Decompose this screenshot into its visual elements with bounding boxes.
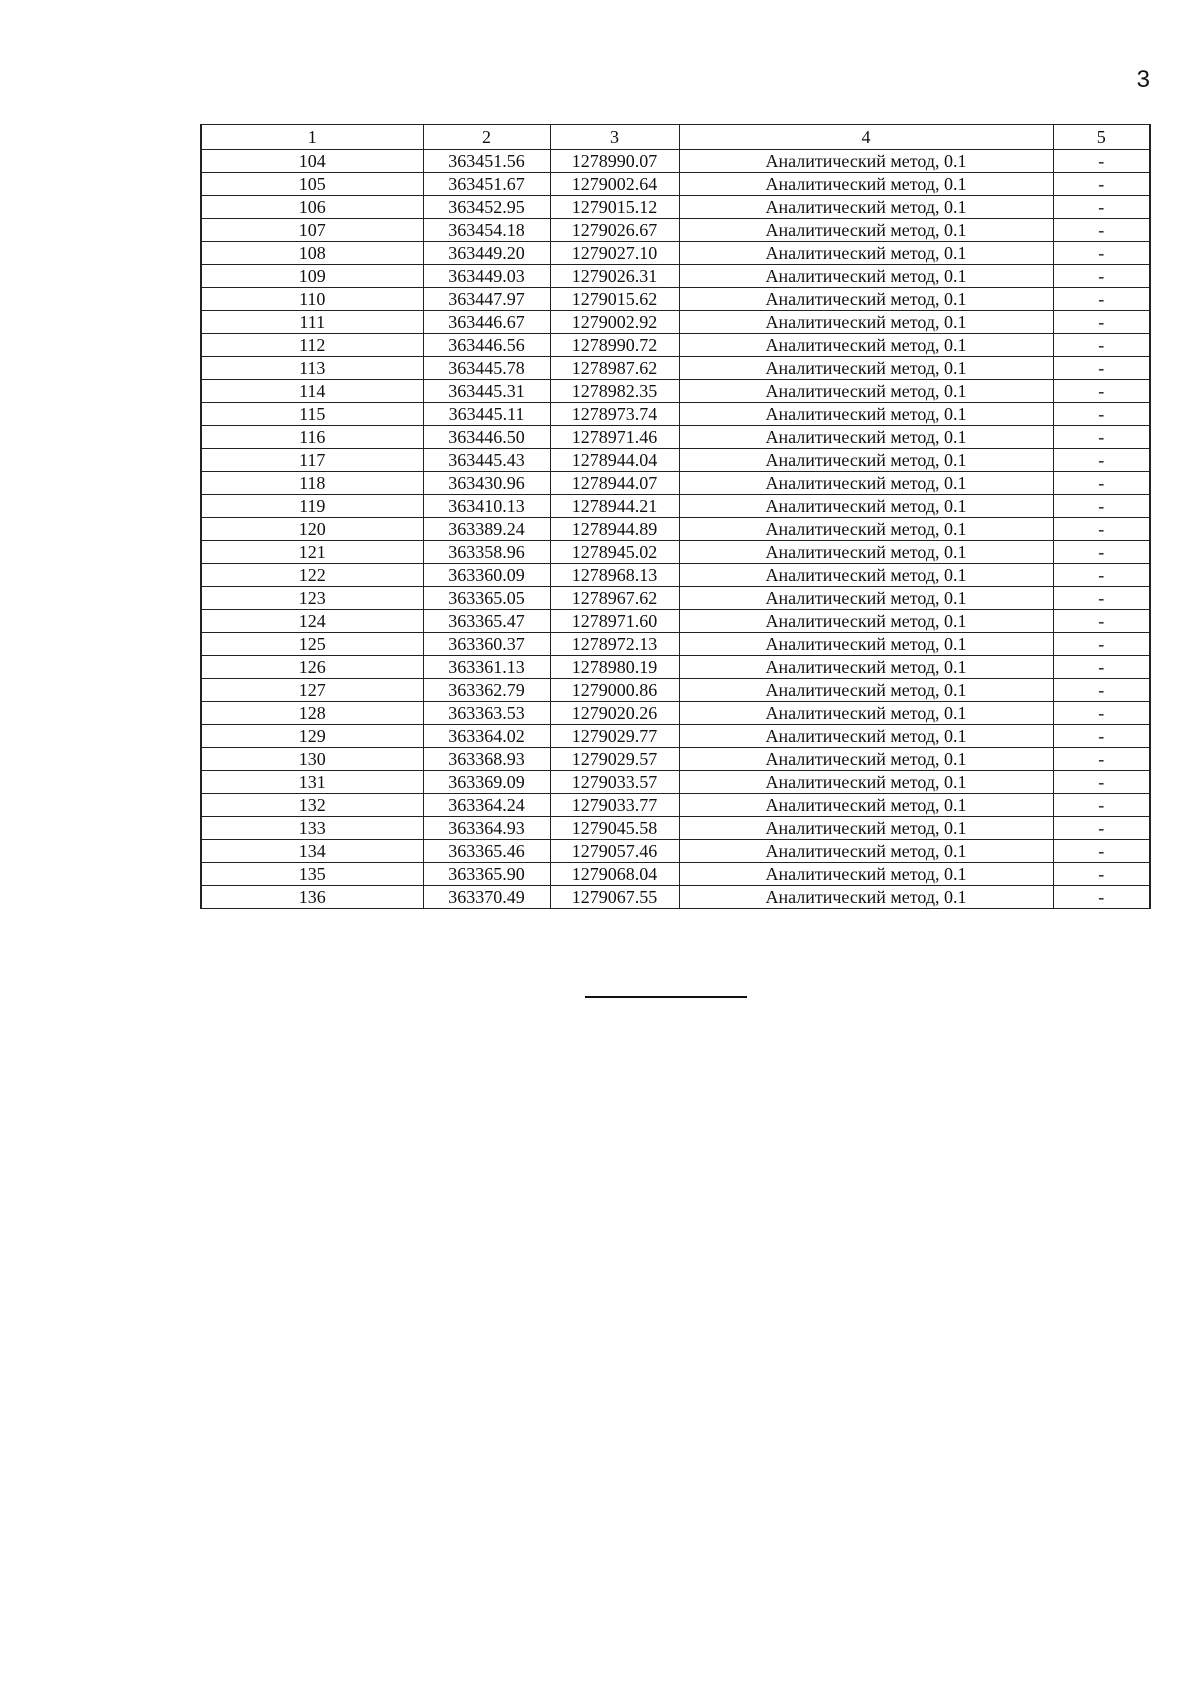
y-coordinate-cell: 1279015.62	[550, 288, 679, 311]
y-coordinate-cell: 1279026.67	[550, 219, 679, 242]
method-accuracy-cell: Аналитический метод, 0.1	[679, 886, 1053, 909]
note-cell: -	[1053, 748, 1150, 771]
coordinates-table	[200, 124, 1151, 909]
x-coordinate-cell: 363365.46	[423, 840, 550, 863]
point-number-cell: 122	[201, 564, 423, 587]
method-accuracy-cell: Аналитический метод, 0.1	[679, 403, 1053, 426]
y-coordinate-cell: 1278944.04	[550, 449, 679, 472]
table-row	[201, 150, 1150, 173]
point-number-cell: 113	[201, 357, 423, 380]
y-coordinate-cell: 1279029.57	[550, 748, 679, 771]
y-coordinate-cell: 1278973.74	[550, 403, 679, 426]
y-coordinate-cell: 1278990.72	[550, 334, 679, 357]
point-number-cell: 109	[201, 265, 423, 288]
point-number-cell: 114	[201, 380, 423, 403]
note-cell: -	[1053, 794, 1150, 817]
x-coordinate-cell: 363445.78	[423, 357, 550, 380]
method-accuracy-cell: Аналитический метод, 0.1	[679, 817, 1053, 840]
point-number-cell: 129	[201, 725, 423, 748]
x-coordinate-cell: 363365.05	[423, 587, 550, 610]
y-coordinate-cell: 1279057.46	[550, 840, 679, 863]
point-number-cell: 110	[201, 288, 423, 311]
point-number-cell: 119	[201, 495, 423, 518]
table-row	[201, 702, 1150, 725]
point-number-cell: 131	[201, 771, 423, 794]
point-number-cell: 107	[201, 219, 423, 242]
method-accuracy-cell: Аналитический метод, 0.1	[679, 311, 1053, 334]
table-row	[201, 518, 1150, 541]
point-number-cell: 128	[201, 702, 423, 725]
point-number-cell: 117	[201, 449, 423, 472]
point-number-cell: 116	[201, 426, 423, 449]
y-coordinate-cell: 1279015.12	[550, 196, 679, 219]
x-coordinate-cell: 363449.20	[423, 242, 550, 265]
x-coordinate-cell: 363430.96	[423, 472, 550, 495]
x-coordinate-cell: 363446.67	[423, 311, 550, 334]
method-accuracy-cell: Аналитический метод, 0.1	[679, 357, 1053, 380]
table-row	[201, 265, 1150, 288]
note-cell: -	[1053, 334, 1150, 357]
method-accuracy-cell: Аналитический метод, 0.1	[679, 587, 1053, 610]
x-coordinate-cell: 363454.18	[423, 219, 550, 242]
note-cell: -	[1053, 150, 1150, 173]
x-coordinate-cell: 363364.02	[423, 725, 550, 748]
note-cell: -	[1053, 656, 1150, 679]
y-coordinate-cell: 1279026.31	[550, 265, 679, 288]
x-coordinate-cell: 363446.56	[423, 334, 550, 357]
note-cell: -	[1053, 817, 1150, 840]
method-accuracy-cell: Аналитический метод, 0.1	[679, 863, 1053, 886]
x-coordinate-cell: 363445.11	[423, 403, 550, 426]
x-coordinate-cell: 363362.79	[423, 679, 550, 702]
x-coordinate-cell: 363389.24	[423, 518, 550, 541]
note-cell: -	[1053, 564, 1150, 587]
table-body	[201, 150, 1150, 909]
method-accuracy-cell: Аналитический метод, 0.1	[679, 610, 1053, 633]
table-row	[201, 633, 1150, 656]
y-coordinate-cell: 1279067.55	[550, 886, 679, 909]
table-row	[201, 242, 1150, 265]
table-row	[201, 886, 1150, 909]
table-row	[201, 495, 1150, 518]
point-number-cell: 112	[201, 334, 423, 357]
note-cell: -	[1053, 449, 1150, 472]
x-coordinate-cell: 363447.97	[423, 288, 550, 311]
table-row	[201, 863, 1150, 886]
method-accuracy-cell: Аналитический метод, 0.1	[679, 288, 1053, 311]
point-number-cell: 134	[201, 840, 423, 863]
y-coordinate-cell: 1278968.13	[550, 564, 679, 587]
note-cell: -	[1053, 380, 1150, 403]
table-row	[201, 610, 1150, 633]
table-row	[201, 334, 1150, 357]
y-coordinate-cell: 1278944.21	[550, 495, 679, 518]
y-coordinate-cell: 1278990.07	[550, 150, 679, 173]
point-number-cell: 127	[201, 679, 423, 702]
note-cell: -	[1053, 587, 1150, 610]
note-cell: -	[1053, 495, 1150, 518]
y-coordinate-cell: 1279027.10	[550, 242, 679, 265]
note-cell: -	[1053, 771, 1150, 794]
method-accuracy-cell: Аналитический метод, 0.1	[679, 173, 1053, 196]
method-accuracy-cell: Аналитический метод, 0.1	[679, 219, 1053, 242]
note-cell: -	[1053, 288, 1150, 311]
y-coordinate-cell: 1279029.77	[550, 725, 679, 748]
method-accuracy-cell: Аналитический метод, 0.1	[679, 794, 1053, 817]
x-coordinate-cell: 363452.95	[423, 196, 550, 219]
table-row	[201, 380, 1150, 403]
method-accuracy-cell: Аналитический метод, 0.1	[679, 495, 1053, 518]
method-accuracy-cell: Аналитический метод, 0.1	[679, 679, 1053, 702]
x-coordinate-cell: 363365.47	[423, 610, 550, 633]
y-coordinate-cell: 1279002.92	[550, 311, 679, 334]
x-coordinate-cell: 363445.31	[423, 380, 550, 403]
column-header-2: 2	[423, 125, 550, 150]
method-accuracy-cell: Аналитический метод, 0.1	[679, 242, 1053, 265]
x-coordinate-cell: 363451.56	[423, 150, 550, 173]
note-cell: -	[1053, 633, 1150, 656]
point-number-cell: 104	[201, 150, 423, 173]
y-coordinate-cell: 1279068.04	[550, 863, 679, 886]
x-coordinate-cell: 363365.90	[423, 863, 550, 886]
note-cell: -	[1053, 702, 1150, 725]
column-header-3: 3	[550, 125, 679, 150]
y-coordinate-cell: 1278972.13	[550, 633, 679, 656]
page-number: 3	[1136, 66, 1150, 93]
method-accuracy-cell: Аналитический метод, 0.1	[679, 518, 1053, 541]
method-accuracy-cell: Аналитический метод, 0.1	[679, 380, 1053, 403]
note-cell: -	[1053, 518, 1150, 541]
x-coordinate-cell: 363364.24	[423, 794, 550, 817]
y-coordinate-cell: 1279033.77	[550, 794, 679, 817]
method-accuracy-cell: Аналитический метод, 0.1	[679, 564, 1053, 587]
table-row	[201, 311, 1150, 334]
header-row	[201, 125, 1150, 150]
x-coordinate-cell: 363410.13	[423, 495, 550, 518]
x-coordinate-cell: 363445.43	[423, 449, 550, 472]
y-coordinate-cell: 1279033.57	[550, 771, 679, 794]
method-accuracy-cell: Аналитический метод, 0.1	[679, 541, 1053, 564]
y-coordinate-cell: 1278971.60	[550, 610, 679, 633]
method-accuracy-cell: Аналитический метод, 0.1	[679, 150, 1053, 173]
note-cell: -	[1053, 403, 1150, 426]
note-cell: -	[1053, 426, 1150, 449]
point-number-cell: 130	[201, 748, 423, 771]
y-coordinate-cell: 1279045.58	[550, 817, 679, 840]
y-coordinate-cell: 1279020.26	[550, 702, 679, 725]
method-accuracy-cell: Аналитический метод, 0.1	[679, 334, 1053, 357]
y-coordinate-cell: 1278982.35	[550, 380, 679, 403]
table-row	[201, 541, 1150, 564]
point-number-cell: 124	[201, 610, 423, 633]
method-accuracy-cell: Аналитический метод, 0.1	[679, 449, 1053, 472]
column-header-4: 4	[679, 125, 1053, 150]
y-coordinate-cell: 1278987.62	[550, 357, 679, 380]
point-number-cell: 125	[201, 633, 423, 656]
table-row	[201, 794, 1150, 817]
point-number-cell: 123	[201, 587, 423, 610]
point-number-cell: 118	[201, 472, 423, 495]
note-cell: -	[1053, 610, 1150, 633]
table-row	[201, 288, 1150, 311]
y-coordinate-cell: 1278967.62	[550, 587, 679, 610]
end-divider	[585, 996, 747, 998]
table-row	[201, 426, 1150, 449]
table-row	[201, 403, 1150, 426]
method-accuracy-cell: Аналитический метод, 0.1	[679, 748, 1053, 771]
table-row	[201, 725, 1150, 748]
note-cell: -	[1053, 472, 1150, 495]
note-cell: -	[1053, 357, 1150, 380]
table-row	[201, 656, 1150, 679]
table-row	[201, 748, 1150, 771]
column-header-5: 5	[1053, 125, 1150, 150]
point-number-cell: 108	[201, 242, 423, 265]
point-number-cell: 121	[201, 541, 423, 564]
table-row	[201, 587, 1150, 610]
y-coordinate-cell: 1279000.86	[550, 679, 679, 702]
point-number-cell: 115	[201, 403, 423, 426]
point-number-cell: 120	[201, 518, 423, 541]
y-coordinate-cell: 1278971.46	[550, 426, 679, 449]
method-accuracy-cell: Аналитический метод, 0.1	[679, 702, 1053, 725]
column-header-1: 1	[201, 125, 423, 150]
note-cell: -	[1053, 886, 1150, 909]
y-coordinate-cell: 1278980.19	[550, 656, 679, 679]
y-coordinate-cell: 1279002.64	[550, 173, 679, 196]
note-cell: -	[1053, 311, 1150, 334]
table-row	[201, 564, 1150, 587]
method-accuracy-cell: Аналитический метод, 0.1	[679, 196, 1053, 219]
note-cell: -	[1053, 265, 1150, 288]
point-number-cell: 135	[201, 863, 423, 886]
x-coordinate-cell: 363364.93	[423, 817, 550, 840]
x-coordinate-cell: 363449.03	[423, 265, 550, 288]
note-cell: -	[1053, 840, 1150, 863]
point-number-cell: 136	[201, 886, 423, 909]
note-cell: -	[1053, 196, 1150, 219]
method-accuracy-cell: Аналитический метод, 0.1	[679, 840, 1053, 863]
point-number-cell: 105	[201, 173, 423, 196]
table-row	[201, 679, 1150, 702]
method-accuracy-cell: Аналитический метод, 0.1	[679, 633, 1053, 656]
table-row	[201, 771, 1150, 794]
note-cell: -	[1053, 863, 1150, 886]
x-coordinate-cell: 363360.09	[423, 564, 550, 587]
x-coordinate-cell: 363358.96	[423, 541, 550, 564]
method-accuracy-cell: Аналитический метод, 0.1	[679, 426, 1053, 449]
table-row	[201, 357, 1150, 380]
x-coordinate-cell: 363360.37	[423, 633, 550, 656]
table-row	[201, 817, 1150, 840]
x-coordinate-cell: 363369.09	[423, 771, 550, 794]
method-accuracy-cell: Аналитический метод, 0.1	[679, 265, 1053, 288]
table-header	[201, 125, 1150, 150]
note-cell: -	[1053, 679, 1150, 702]
point-number-cell: 133	[201, 817, 423, 840]
table-row	[201, 196, 1150, 219]
point-number-cell: 111	[201, 311, 423, 334]
note-cell: -	[1053, 242, 1150, 265]
table-row	[201, 449, 1150, 472]
table-row	[201, 173, 1150, 196]
x-coordinate-cell: 363363.53	[423, 702, 550, 725]
x-coordinate-cell: 363446.50	[423, 426, 550, 449]
method-accuracy-cell: Аналитический метод, 0.1	[679, 771, 1053, 794]
note-cell: -	[1053, 219, 1150, 242]
point-number-cell: 132	[201, 794, 423, 817]
point-number-cell: 106	[201, 196, 423, 219]
y-coordinate-cell: 1278944.07	[550, 472, 679, 495]
note-cell: -	[1053, 173, 1150, 196]
y-coordinate-cell: 1278944.89	[550, 518, 679, 541]
method-accuracy-cell: Аналитический метод, 0.1	[679, 725, 1053, 748]
note-cell: -	[1053, 541, 1150, 564]
note-cell: -	[1053, 725, 1150, 748]
x-coordinate-cell: 363451.67	[423, 173, 550, 196]
x-coordinate-cell: 363370.49	[423, 886, 550, 909]
x-coordinate-cell: 363368.93	[423, 748, 550, 771]
method-accuracy-cell: Аналитический метод, 0.1	[679, 472, 1053, 495]
table-row	[201, 219, 1150, 242]
y-coordinate-cell: 1278945.02	[550, 541, 679, 564]
x-coordinate-cell: 363361.13	[423, 656, 550, 679]
method-accuracy-cell: Аналитический метод, 0.1	[679, 656, 1053, 679]
table-row	[201, 840, 1150, 863]
table-row	[201, 472, 1150, 495]
point-number-cell: 126	[201, 656, 423, 679]
